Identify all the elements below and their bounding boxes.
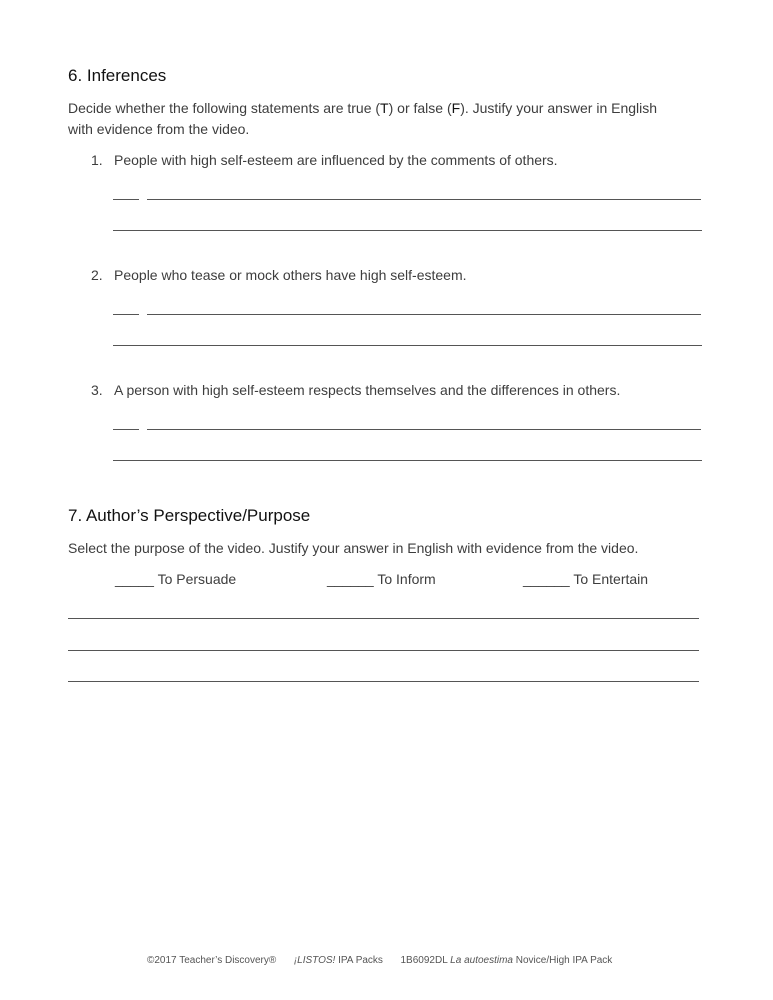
- tf-answer-blank-1[interactable]: [113, 199, 139, 200]
- section-6-heading: 6. Inferences: [68, 66, 167, 85]
- justification-line[interactable]: [68, 650, 699, 651]
- tf-answer-blank-3[interactable]: [113, 429, 139, 430]
- footer-title-italic: La autoestima: [450, 955, 513, 966]
- statement-3: A person with high self-esteem respects themselves and the differences in others.: [114, 382, 621, 398]
- option-label: To Inform: [377, 571, 436, 587]
- instr-text: ). Justify your answer in English: [460, 100, 658, 116]
- item-number: 1.: [91, 152, 103, 168]
- item-number: 2.: [91, 267, 103, 283]
- tf-answer-blank-2[interactable]: [113, 314, 139, 315]
- option-label: To Entertain: [573, 571, 649, 587]
- footer-series-name: ¡LISTOS!: [293, 955, 336, 966]
- option-entertain[interactable]: [523, 569, 648, 590]
- instr-text: Decide whether the following statements are true (: [68, 100, 381, 116]
- justification-line[interactable]: [68, 618, 699, 619]
- option-persuade[interactable]: [115, 569, 236, 590]
- option-blank[interactable]: _____: [115, 571, 154, 587]
- statement-2: People who tease or mock others have high self-esteem.: [114, 267, 467, 283]
- section-7-heading: 7. Author’s Perspective/Purpose: [68, 506, 311, 525]
- footer-title: Novice/High IPA Pack: [513, 955, 613, 966]
- footer-copyright: ©2017 Teacher’s Discovery®: [147, 955, 277, 966]
- justification-line[interactable]: [147, 314, 701, 315]
- section-6-instructions-line2: with evidence from the video.: [68, 121, 250, 137]
- option-blank[interactable]: ______: [327, 571, 374, 587]
- option-inform[interactable]: [327, 569, 436, 590]
- true-label: T: [380, 100, 389, 116]
- footer-code: 1B6092DL: [400, 955, 451, 966]
- option-blank[interactable]: ______: [523, 571, 570, 587]
- footer-series: IPA Packs: [335, 955, 383, 966]
- justification-line[interactable]: [147, 199, 701, 200]
- justification-line[interactable]: [147, 429, 701, 430]
- instr-text: ) or false (: [388, 100, 452, 116]
- footer: [147, 955, 612, 966]
- section-6-instructions: [68, 98, 657, 119]
- justification-line[interactable]: [68, 681, 699, 682]
- statement-1: People with high self-esteem are influenced by the comments of others.: [114, 152, 558, 168]
- section-7-instructions: Select the purpose of the video. Justify your answer in English with evidence from the video.: [68, 540, 639, 556]
- justification-line[interactable]: [113, 460, 702, 461]
- justification-line[interactable]: [113, 230, 702, 231]
- option-label: To Persuade: [157, 571, 237, 587]
- item-number: 3.: [91, 382, 103, 398]
- false-label: F: [451, 100, 461, 116]
- justification-line[interactable]: [113, 345, 702, 346]
